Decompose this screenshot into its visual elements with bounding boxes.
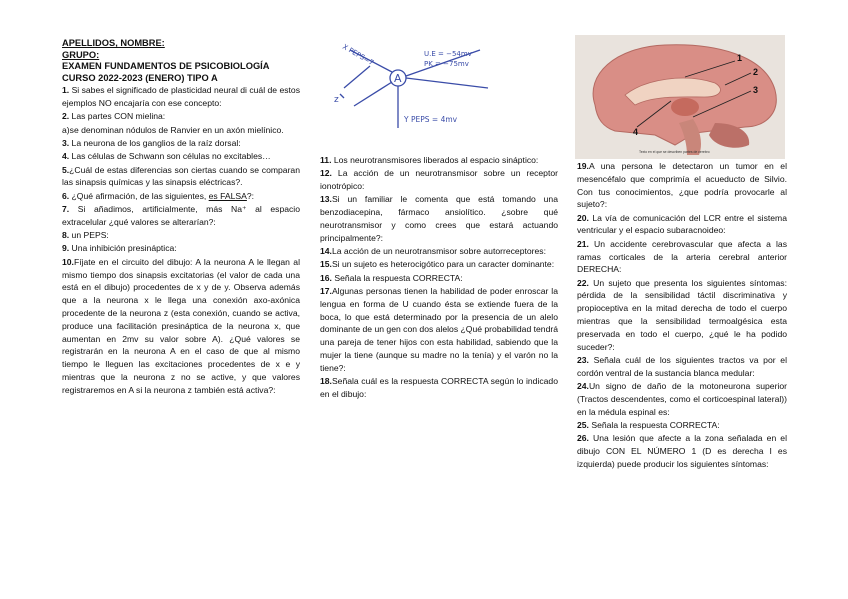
- question-text: ¿Cuál de estas diferencias son ciertas cuando se comparan las sinapsis químicas y las sinapsis eléctricas?.: [62, 164, 300, 188]
- question-number: 14.: [320, 246, 332, 257]
- question-text: Si un familiar le comenta que está tomando una benzodiacepina, fármaco ansiolítico. ¿sobre qué neurotransmisor y como crees que estará actuando principalmente?:: [320, 194, 558, 243]
- question-item: [320, 258, 558, 271]
- neuron-circuit-diagram: [320, 36, 506, 156]
- column-1: [62, 38, 300, 397]
- question-number: 13.: [320, 194, 332, 205]
- question-item: [577, 238, 787, 276]
- question-text: La acción de un neurotransmisor sobre un receptor ionotrópico:: [320, 168, 558, 192]
- question-number: 12.: [320, 168, 332, 179]
- question-number: 6.: [62, 190, 70, 201]
- pk-label: PK = −75mv: [424, 60, 469, 68]
- question-item: [62, 229, 300, 242]
- question-list-2: [320, 154, 558, 401]
- column-3: [577, 160, 787, 471]
- question-text: a)se denominan nódulos de Ranvier en un axón mielínico.: [62, 124, 284, 135]
- question-number: 2.: [62, 111, 70, 122]
- question-item: [320, 285, 558, 375]
- question-text: Si un sujeto es heterocigótico para un caracter dominante:: [331, 259, 555, 270]
- ue-label: U.E = −54mv: [424, 50, 472, 58]
- question-text: Señala la respuesta CORRECTA:: [331, 272, 463, 283]
- question-text: Los neurotransmisores liberados al espacio sináptico:: [331, 155, 539, 165]
- question-text: Un sujeto que presenta los siguientes síntomas: pérdida de la sensibilidad táctil discriminativa y propioceptiva en la mitad derecha de todo el cuerpo mientras que la sensibilidad termoalgésica esta preservada en todo el cuerpo, ¿qué le ha podido suceder?:: [577, 277, 787, 352]
- question-number: 16.: [320, 272, 332, 283]
- course-title: CURSO 2022-2023 (ENERO) TIPO A: [62, 72, 218, 83]
- question-text: A una persona le detectaron un tumor en el mesencéfalo que comprimía el acueducto de Silvio. Con tus conocimientos, ¿que podría provocarle al sujeto?:: [577, 161, 787, 210]
- question-item: [62, 110, 300, 123]
- question-text-end: ?:: [246, 190, 255, 201]
- question-number: 5.: [62, 164, 70, 175]
- question-item: [62, 124, 300, 137]
- question-number: 24.: [577, 381, 589, 392]
- question-text: un PEPS:: [69, 230, 109, 241]
- question-text: Las células de Schwann son células no excitables…: [69, 151, 271, 162]
- brain-label-1: 1: [737, 53, 743, 63]
- question-item: [62, 150, 300, 163]
- question-number: 22.: [577, 277, 589, 288]
- brain-label-2: 2: [753, 67, 759, 77]
- question-number: 26.: [577, 433, 589, 444]
- group-field-label: GRUPO:: [62, 49, 100, 60]
- question-item: [62, 256, 300, 397]
- question-list-1: [62, 84, 300, 396]
- question-item: [62, 203, 300, 229]
- question-item: [320, 245, 558, 258]
- question-item: [62, 190, 300, 203]
- peps-x-label: X PEPS=7: [341, 42, 376, 68]
- question-item: [577, 380, 787, 418]
- question-text: Las partes CON mielina:: [69, 111, 166, 122]
- name-field-label: APELLIDOS, NOMBRE:: [62, 38, 165, 48]
- question-item: [577, 212, 787, 238]
- question-item: [320, 272, 558, 285]
- question-item: [320, 193, 558, 244]
- brain-label-4: 4: [633, 127, 639, 137]
- question-number: 21.: [577, 238, 589, 249]
- question-text: ¿Qué afirmación, de las siguientes,: [69, 190, 209, 201]
- question-text: Si añadimos, artificialmente, más Na⁺ al espacio extracelular ¿qué valores se alterarían?:: [62, 204, 300, 227]
- question-number: 23.: [577, 354, 589, 365]
- question-text: Señala cuál de los siguientes tractos va por el cordón ventral de la sustancia blanca medular:: [577, 354, 787, 378]
- question-item: [320, 375, 558, 401]
- exam-title: EXAMEN FUNDAMENTOS DE PSICOBIOLOGÍA: [62, 61, 270, 72]
- question-item: [577, 419, 787, 432]
- question-number: 18.: [320, 376, 332, 387]
- column-2: [320, 154, 558, 401]
- brain-label-3: 3: [753, 85, 759, 95]
- question-item: [62, 242, 300, 255]
- question-item: [62, 164, 300, 190]
- question-text: Fíjate en el circuito del dibujo: A la neurona A le llegan al mismo tiempo dos sinapsis excitatorias (el valor de cada una está en el dibujo) procedentes de x y de y. Observa además que a la neurona x le llega una conexión axo-axónica procedente de la neurona z (esta conexión, cuando se activa, produce una facilitación presináptica de la neurona x, que aumentan en 2mv su valor sobre A). ¿Qué valores se registrarán en la neurona A en el caso de que al mismo tiempo le lleguen las excitaciones procedentes de x e y mientras que la neurona z no se active, y que valores registraremos en A si la neurona z también está activa?:: [62, 256, 300, 395]
- question-emphasis: es FALSA: [208, 190, 247, 201]
- question-text: La vía de comunicación del LCR entre el sistema ventricular y el espacio subaracnoideo:: [577, 212, 787, 236]
- question-item: [577, 432, 787, 470]
- question-number: 1.: [62, 85, 70, 96]
- question-text: Una lesión que afecte a la zona señalada en el dibujo CON EL NÚMERO 1 (D es derecha I es izquierda) puede producir los siguientes síntomas:: [577, 433, 787, 469]
- question-text: Una inhibición presináptica:: [69, 243, 177, 254]
- question-number: 20.: [577, 212, 589, 223]
- question-text: Si sabes el significado de plasticidad neural di cuál de estos ejemplos NO encajaría con ese concepto:: [62, 85, 300, 109]
- question-number: 8.: [62, 230, 70, 241]
- question-number: 4.: [62, 151, 70, 162]
- question-number: 11.: [320, 155, 332, 165]
- question-text: Un signo de daño de la motoneurona superior (Tractos descendentes, como el corticoespinal lateral)) en la médula espinal es:: [577, 381, 787, 417]
- question-number: 9.: [62, 243, 70, 254]
- question-number: 25.: [577, 419, 589, 430]
- brain-caption: Texto en el que se describen partes de cerebro: [639, 150, 710, 154]
- z-label: z: [334, 95, 339, 105]
- question-item: [577, 277, 787, 354]
- question-number: 7.: [62, 204, 70, 215]
- question-number: 10.: [62, 256, 74, 267]
- question-text: La neurona de los ganglios de la raíz dorsal:: [69, 138, 241, 149]
- question-number: 17.: [320, 285, 332, 296]
- question-number: 19.: [577, 161, 589, 171]
- brain-sagittal-image: [575, 35, 785, 159]
- peps-y-label: Y PEPS = 4mv: [404, 115, 458, 124]
- question-item: [62, 84, 300, 110]
- question-item: [320, 167, 558, 193]
- question-text: Señala la respuesta CORRECTA:: [588, 419, 720, 430]
- neuron-a-label: A: [394, 72, 402, 85]
- question-number: 15.: [320, 259, 332, 270]
- question-item: [62, 137, 300, 150]
- question-text: Señala cuál es la respuesta CORRECTA según lo indicado en el dibujo:: [320, 376, 558, 399]
- question-text: Un accidente cerebrovascular que afecta a las ramas corticales de la arteria cerebral anterior DERECHA:: [577, 238, 787, 275]
- question-list-3: [577, 160, 787, 471]
- question-item: [577, 354, 787, 380]
- question-item: [577, 160, 787, 211]
- question-text: La acción de un neurotransmisor sobre autorreceptores:: [331, 246, 546, 257]
- question-item: [320, 154, 558, 167]
- question-text: Algunas personas tienen la habilidad de poder enroscar la lengua en forma de U cuando ésta se extiende fuera de la boca, lo que está determinado por la presencia de un alelo dominante de un gen con dos alelos ¿Qué probabilidad tendrá una pareja de tener hijos con esta habilidad, sabiendo que la mujer la tiene (aunque su madre no la tenía) y el varón no la tiene?:: [320, 285, 558, 373]
- question-number: 3.: [62, 138, 70, 149]
